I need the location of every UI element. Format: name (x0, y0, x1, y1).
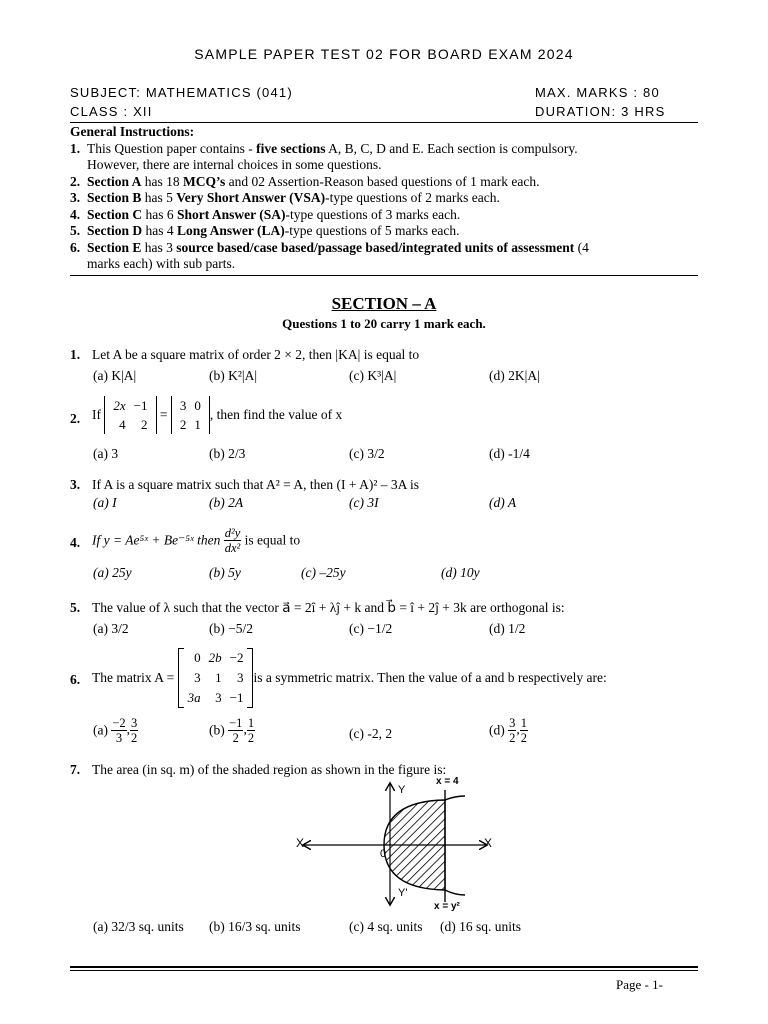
question-text: Let A be a square matrix of order 2 × 2, then |KA| is equal to (92, 347, 420, 362)
instructions-heading: General Instructions: (70, 124, 195, 139)
instruction-item-cont: marks each) with sub parts. (87, 256, 236, 271)
option: (a) 32/3 sq. units (93, 919, 184, 934)
option: (c) -2, 2 (349, 726, 393, 741)
class: CLASS : XII (70, 104, 153, 119)
option: (d) $\frac{3}{2}$ , $\frac{1}{2}$ (489, 716, 527, 745)
option: (c) –25y (301, 565, 346, 580)
general-instructions (70, 124, 700, 273)
option: (c) −1/2 (349, 621, 393, 636)
option: (c) K³|A| (349, 368, 397, 383)
option: (c) 3/2 (349, 446, 385, 461)
instruction-item: 6. Section E has 3 source based/case based/passage based/integrated units of assessment (4 (70, 239, 589, 255)
symmetric-matrix: 0 2b −2 3 1 3 3a 3 −1 (178, 648, 254, 708)
option: (a) K|A| (93, 368, 137, 383)
instruction-item: 3. Section B has 5 Very Short Answer (VSA)-type questions of 2 marks each. (70, 190, 500, 205)
origin-label: 0 (380, 848, 387, 860)
instruction-item: 5. Section D has 4 Long Answer (LA)-type questions of 5 marks each. (70, 223, 460, 238)
option: (c) 4 sq. units (349, 919, 423, 934)
instruction-item: 4. Section C has 6 Short Answer (SA)-type questions of 3 marks each. (70, 206, 461, 222)
instruction-item: 1. This Question paper contains - five sections A, B, C, D and E. Each section is compulsory. (70, 140, 578, 156)
y-bottom-label: Y' (398, 887, 408, 899)
footer-rule (70, 966, 698, 968)
option: (a) $\frac{-2}{3}$ , $\frac{3}{2}$ (93, 716, 138, 745)
option: (a) I (93, 495, 117, 510)
option: (a) 3 (93, 446, 119, 461)
question-text: The area (in sq. m) of the shaded region as shown in the figure is: (92, 762, 447, 777)
option: (d) 1/2 (489, 621, 526, 636)
section-title: SECTION – A (331, 294, 437, 313)
header-rule (70, 122, 698, 123)
option: (b) 5y (209, 565, 241, 580)
x-left-label: X (296, 836, 305, 850)
y-top-label: Y (398, 784, 406, 796)
instruction-item: 2. Section A has 18 MCQ’s and 02 Assertion-Reason based questions of 1 mark each. (70, 173, 540, 189)
subject: SUBJECT: MATHEMATICS (041) (70, 85, 293, 100)
option: (a) 3/2 (93, 621, 129, 636)
instruction-item-cont: However, there are internal choices in some questions. (87, 157, 382, 172)
option: (d) 2K|A| (489, 368, 540, 383)
x-right-label: X (484, 836, 493, 850)
option: (b) −5/2 (209, 621, 253, 636)
section-subtitle: Questions 1 to 20 carry 1 mark each. (282, 316, 486, 331)
derivative-fraction: $\frac{\text{d²y}}{\text{dx²}}$ (224, 526, 241, 555)
footer-rule-thin (70, 970, 698, 971)
option: (b) 2A (209, 495, 244, 510)
option: (b) $\frac{-1}{2}$ , $\frac{1}{2}$ (209, 716, 255, 745)
max-marks: MAX. MARKS : 80 (535, 85, 660, 100)
curve-label: x = y² (434, 901, 460, 912)
option: (a) 25y (93, 565, 132, 580)
option: (b) 16/3 sq. units (209, 919, 301, 934)
duration: DURATION: 3 HRS (535, 104, 666, 119)
option: (d) A (489, 495, 517, 510)
option: (d) 10y (441, 565, 480, 580)
option: (b) 2/3 (209, 446, 246, 461)
paper-title: SAMPLE PAPER TEST 02 FOR BOARD EXAM 2024 (194, 46, 574, 62)
option: (d) 16 sq. units (440, 919, 521, 934)
option: (c) 3I (349, 495, 379, 510)
instructions-rule (70, 275, 698, 276)
line-label: x = 4 (436, 776, 459, 787)
page-number: Page - 1- (616, 977, 663, 992)
question-text: If A is a square matrix such that A² = A, then (I + A)² – 3A is (92, 477, 420, 492)
option: (d) -1/4 (489, 446, 530, 461)
question-text: The value of λ such that the vector a⃗ = 2î + λĵ + k and b⃗ = î + 2ĵ + 3k are orthogonal is: (92, 600, 565, 615)
option: (b) K²|A| (209, 368, 258, 383)
determinant-left: 2x −1 4 2 (104, 396, 156, 434)
determinant-right: 3 0 2 1 (171, 396, 210, 434)
